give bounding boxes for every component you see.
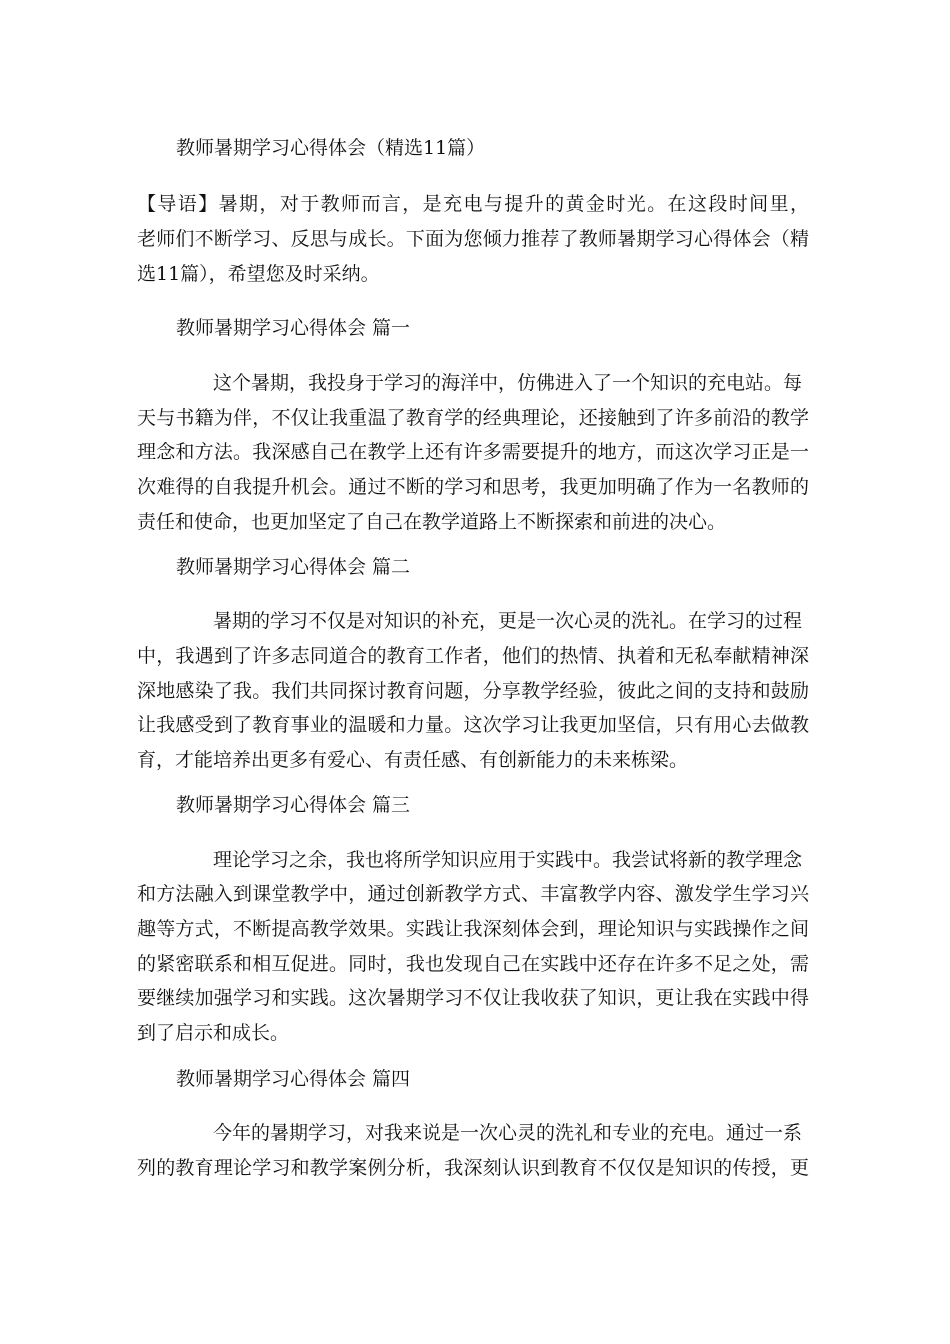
paragraph-line: 理论学习之余，我也将所学知识应用于实践中。我尝试将新的教学理念 xyxy=(213,849,803,871)
paragraph-line: 让我感受到了教育事业的温暖和力量。这次学习让我更加坚信，只有用心去做教 xyxy=(137,714,809,736)
paragraph-line: 今年的暑期学习，对我来说是一次心灵的洗礼和专业的充电。通过一系 xyxy=(213,1122,803,1144)
document-title: 教师暑期学习心得体会（精选11篇） xyxy=(176,137,486,159)
intro-line: 老师们不断学习、反思与成长。下面为您倾力推荐了教师暑期学习心得体会（精 xyxy=(137,228,809,250)
paragraph-line: 到了启示和成长。 xyxy=(137,1022,290,1044)
section-heading: 教师暑期学习心得体会 篇一 xyxy=(176,317,411,339)
paragraph-line: 趣等方式，不断提高教学效果。实践让我深刻体会到，理论知识与实践操作之间 xyxy=(137,918,809,940)
intro-line: 选11篇），希望您及时采纳。 xyxy=(137,263,380,285)
paragraph-line: 的紧密联系和相互促进。同时，我也发现自己在实践中还存在许多不足之处，需 xyxy=(137,953,809,975)
paragraph-line: 暑期的学习不仅是对知识的补充，更是一次心灵的洗礼。在学习的过程 xyxy=(213,610,803,632)
section-heading: 教师暑期学习心得体会 篇二 xyxy=(176,556,411,578)
paragraph-line: 次难得的自我提升机会。通过不断的学习和思考，我更加明确了作为一名教师的 xyxy=(137,476,809,498)
paragraph-line: 中，我遇到了许多志同道合的教育工作者，他们的热情、执着和无私奉献精神深 xyxy=(137,645,809,667)
paragraph-line: 这个暑期，我投身于学习的海洋中，仿佛进入了一个知识的充电站。每 xyxy=(213,372,803,394)
paragraph-line: 理念和方法。我深感自己在教学上还有许多需要提升的地方，而这次学习正是一 xyxy=(137,441,809,463)
paragraph-line: 深地感染了我。我们共同探讨教育问题，分享教学经验，彼此之间的支持和鼓励 xyxy=(137,680,809,702)
paragraph-line: 列的教育理论学习和教学案例分析，我深刻认识到教育不仅仅是知识的传授，更 xyxy=(137,1157,809,1179)
paragraph-line: 天与书籍为伴，不仅让我重温了教育学的经典理论，还接触到了许多前沿的教学 xyxy=(137,407,809,429)
section-heading: 教师暑期学习心得体会 篇四 xyxy=(176,1068,411,1090)
section-heading: 教师暑期学习心得体会 篇三 xyxy=(176,794,411,816)
paragraph-line: 育，才能培养出更多有爱心、有责任感、有创新能力的未来栋梁。 xyxy=(137,749,689,771)
paragraph-line: 要继续加强学习和实践。这次暑期学习不仅让我收获了知识，更让我在实践中得 xyxy=(137,987,809,1009)
paragraph-line: 责任和使命，也更加坚定了自己在教学道路上不断探索和前进的决心。 xyxy=(137,511,727,533)
paragraph-line: 和方法融入到课堂教学中，通过创新教学方式、丰富教学内容、激发学生学习兴 xyxy=(137,883,809,905)
intro-line: 【导语】暑期，对于教师而言，是充电与提升的黄金时光。在这段时间里， xyxy=(137,193,809,215)
